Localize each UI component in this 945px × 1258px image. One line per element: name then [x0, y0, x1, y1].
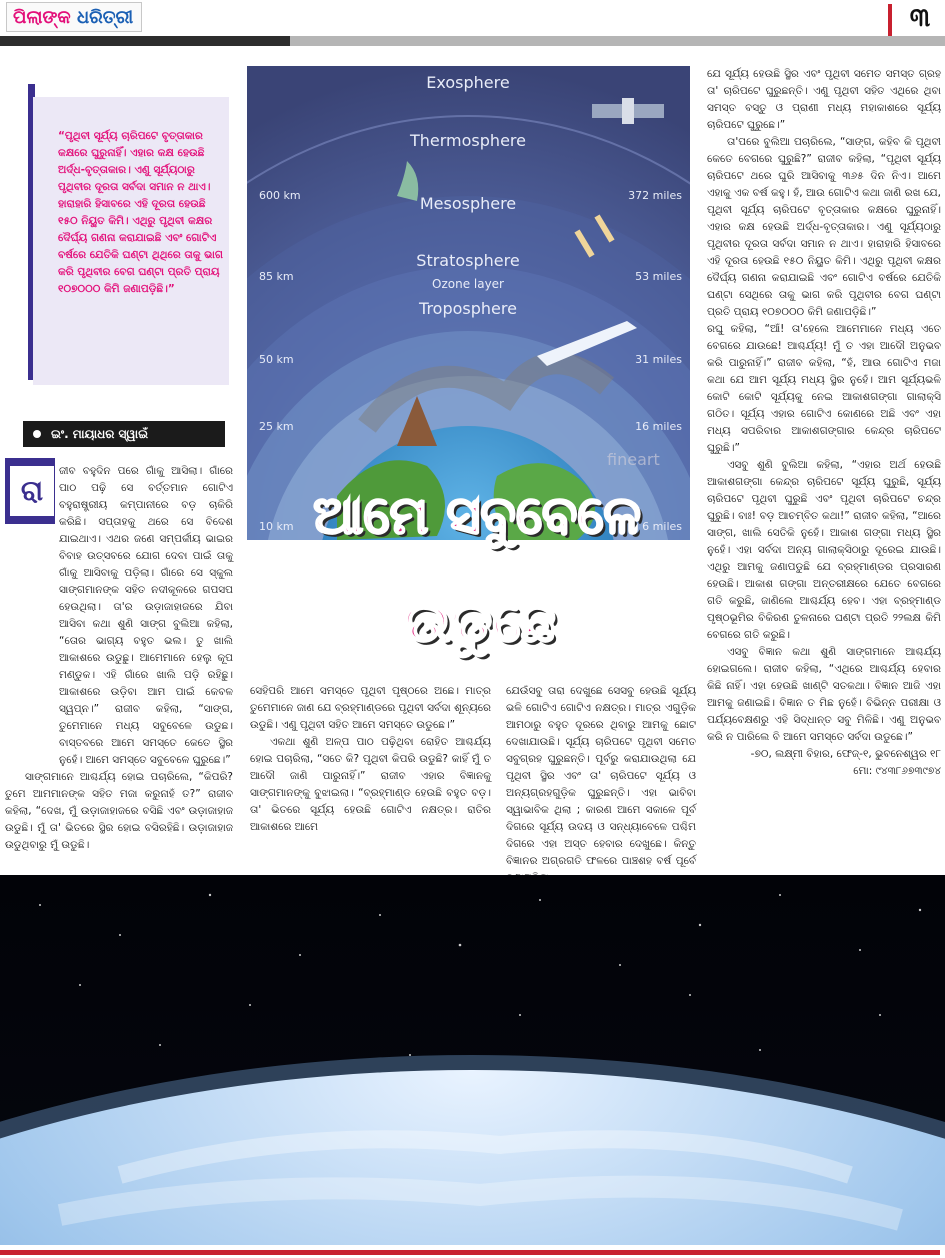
paragraph: ଏସବୁ ବିଜ୍ଞାନ କଥା ଶୁଣି ସାଙ୍ଗମାନେ ଆଶ୍ଚର୍ଯ୍ୟ ହୋଇଗଲେ। ରାଜୀବ କହିଲା, “ଏଥିରେ ଆଶ୍ଚର୍ଯ୍ୟ ହେବାର କିଛି ନାହିଁ। ଏହା ହେଉଛି ଖାଣ୍ଟି ସତକଥା। ବିଜ୍ଞାନ ଆଜି ଏହା ଆମକୁ ଜଣାଇଛି। ବିଜ୍ଞାନ ତ ମିଛ ନୁହେଁ। ବିଭିନ୍ନ ପରୀକ୍ଷା ଓ ପର୍ଯ୍ୟବେକ୍ଷଣରୁ ଏହି ସିଦ୍ଧାନ୍ତ ସବୁ ମିଳିଛି। ଏଣୁ ଅନୁଭବ କରି ନ ପାରିଲେ ବି ଆମେ ସମସ୍ତେ ସର୍ବଦା ଉଡୁଛେ।”: [707, 646, 941, 743]
byline: [23, 421, 225, 447]
paragraph: ସାଙ୍ଗମାନେ ଆଶ୍ଚର୍ଯ୍ୟ ହୋଇ ପଚାରିଲେ, “କିପରି? ତୁମେ ଆମମାନଙ୍କ ସହିତ ମଜା କରୁନାହଁ ତ?” ରାଜୀବ କହିଲା, “ଦେଖ, ମୁଁ ଉଡ଼ାଜାହାଜରେ ବସିଛି ଏବଂ ଉଡ଼ାଜାହାଜ ଉଡୁଛି। ମୁଁ ତା' ଭିତରେ ସ୍ଥିର ହୋଇ ବସିରହିଛି। ଉଡ଼ାଜାହାଜ ଉଡୁଥିବାରୁ ମୁଁ ଉଡୁଛି।: [5, 771, 233, 851]
layer-exosphere: Exosphere: [426, 73, 510, 92]
alt-miles-53: 53 miles: [635, 270, 682, 283]
header-rule-grey: [290, 36, 884, 46]
logo-part2: ଧରିତ୍ରୀ: [76, 7, 134, 28]
article-column-2: [250, 683, 491, 836]
page-number-separator: [888, 4, 892, 36]
layer-ozone: Ozone layer: [432, 277, 504, 291]
layer-troposphere: Troposphere: [419, 299, 517, 318]
author-address: -୭୦, ଲକ୍ଷ୍ମୀ ବିହାର, ଫେଜ୍-୧, ଭୁବନେଶ୍ୱର ୧୮: [750, 748, 941, 760]
alt-miles-31: 31 miles: [635, 353, 682, 366]
paragraph: ଜୀବ ବହୁଦିନ ପରେ ଗାଁକୁ ଆସିଲା। ଗାଁରେ ପାଠ ପଢ଼ି ସେ ବର୍ତ୍ତମାନ ଗୋଟିଏ ବହୁରାଷ୍ଟ୍ରୀୟ କମ୍ପାନୀରେ ବଡ଼ ଚାକିରି କରିଛି। ସପ୍ତାହକୁ ଥରେ ସେ ବିଦେଶ ଯାଇଥାଏ। ଏଥର ଜଣେ ସମ୍ପର୍କୀୟ ଭାଇର ବିବାହ ଉତ୍ସବରେ ଯୋଗ ଦେବା ପାଇଁ ତାକୁ ଗାଁକୁ ଆସିବାକୁ ପଡ଼ିଲା। ଗାଁରେ ସେ ସ୍କୁଲ ସାଙ୍ଗମାନଙ୍କ ସହିତ ନଦୀକୂଳରେ ଗପସପ ହେଉଥିଲା। ତା'ର ଉଡ଼ାଜାହାଜରେ ଯିବା ଆସିବା କଥା ଶୁଣି ସାଙ୍ଗ ବୁଲିଆ କହିଲା, “ତୋର ଭାଗ୍ୟ ବହୁତ ଭଲ। ତୁ ଖାଲି ଆକାଶରେ ଉଡୁଛୁ। ଆମେମାନେ ହେଲୁ କୂପ ମଣ୍ଡୁକ। ଏହି ଗାଁରେ ଖାଲି ପଡ଼ି ରହିଛୁ। ଆକାଶରେ ଉଡ଼ିବା ଆମ ପାଇଁ କେବଳ ସ୍ୱପ୍ନ।” ରାଜୀବ କହିଲା, “ସାଙ୍ଗ, ତୁମେମାନେ ମଧ୍ୟ ସବୁବେଳେ ଉଡୁଛ। ବାସ୍ତବରେ ଆମେ ସମସ୍ତେ କେତେ ସ୍ଥିର ନୁହେଁ। ଆମେ ସମସ୍ତେ ସବୁବେଳେ ଘୁରୁଛେ।”: [59, 465, 233, 766]
pullquote-text: “ପୃଥିବୀ ସୂର୍ଯ୍ୟ ଚାରିପଟେ ବୃତ୍ତାକାର କକ୍ଷରେ ଘୁରୁନାହିଁ। ଏହାର କକ୍ଷ ହେଉଛି ଅର୍ଦ୍ଧ-ବୃତ୍ତାକାର। ଏଣୁ ସୂର୍ଯ୍ୟଠାରୁ ପୃଥିବୀର ଦୂରତା ସର୍ବଦା ସମାନ ନ ଥାଏ। ହାରାହାରି ହିସାବରେ ଏହି ଦୂରତା ହେଉଛି ୧୫୦ ନିୟୁତ କିମି। ଏଥିରୁ ପୃଥିବୀ କକ୍ଷର ଦୈର୍ଘ୍ୟ ଗଣନା କରାଯାଇଛି ଏବଂ ଗୋଟିଏ ବର୍ଷରେ ଯେତିକି ଘଣ୍ଟା ଥିଥିରେ ତାକୁ ଭାଗ କରି ପୃଥିବୀର ବେଗ ଘଣ୍ଟା ପ୍ରତି ପ୍ରାୟ ୧୦୭୦୦୦ କିମି ଜଣାପଡ଼ିଛି।”: [58, 130, 223, 295]
header-rule-grey-right: [884, 36, 945, 46]
layer-thermosphere: Thermosphere: [410, 131, 526, 150]
article-column-4: [707, 66, 941, 780]
paragraph: ସେହିପରି ଆମେ ସମସ୍ତେ ପୃଥିବୀ ପୃଷ୍ଠରେ ଅଛେ। ମାତ୍ର ତୁମେମାନେ ଜାଣ ଯେ ବ୍ରହ୍ମାଣ୍ଡରେ ପୃଥିବୀ ସର୍ବଦା ଶୂନ୍ୟରେ ଉଡୁଛି। ଏଣୁ ପୃଥିବୀ ସହିତ ଆମେ ସମସ୍ତେ ଉଡୁଛେ।”: [250, 685, 491, 731]
section-logo: [6, 2, 142, 32]
page-header: [0, 0, 945, 48]
article-column-3: [506, 683, 696, 887]
alt-miles-6: 6 miles: [642, 520, 682, 533]
alt-miles-372: 372 miles: [628, 189, 682, 202]
paragraph: ଏସବୁ ଶୁଣି ବୁଲିଆ କହିଲା, “ଏହାର ଅର୍ଥ ହେଉଛି ଆକାଶଗଙ୍ଗା କେନ୍ଦ୍ର ଚାରିପଟେ ସୂର୍ଯ୍ୟ ଘୁରୁଛି, ସୂର୍ଯ୍ୟ ଚାରିପଟେ ପୃଥିବୀ ଘୁରୁଛି ଏବଂ ପୃଥିବୀ ଚାରିପଟେ ଚନ୍ଦ୍ର ଘୁରୁଛି। ବାଃ! ବଡ଼ ଆଚମ୍ବିତ କଥା!” ରାଜୀବ କହିଲା, “ଆରେ ସାଙ୍ଗ, ଖାଲି ସେତିକି ନୁହେଁ। ଆକାଶ ଗଙ୍ଗା ମଧ୍ୟ ସ୍ଥିର ନୁହେଁ। ଏହା ସର୍ବଦା ଅନ୍ୟ ଗାଲାକ୍ସିଠାରୁ ଦୂରେଇ ଯାଉଛି। ଏଥିରୁ ଆମକୁ ଜଣାପଡୁଛି ଯେ ବ୍ରହ୍ମାଣ୍ଡର ପ୍ରସାରଣ ହେଉଛି। ଆକାଶ ଗଙ୍ଗା ଅନ୍ତରୀକ୍ଷରେ ଯେତେ ବେଗରେ ଗତି କରୁଛି, ଜାଣିଲେ ଆଶ୍ଚର୍ଯ୍ୟ ହେବ। ଏହା ବ୍ରହ୍ମାଣ୍ଡ ପୃଷ୍ଠଭୂମିର ବିକିରଣ ତୁଳନାରେ ଘଣ୍ଟା ପ୍ରତି ୨୨ଲକ୍ଷ କିମି ବେଗରେ ଗତି କରୁଛି।: [707, 459, 941, 641]
paragraph: ରଘୁ କହିଲା, “ଆଁ! ତା'ହେଲେ ଆମେମାନେ ମଧ୍ୟ ଏତେ ବେଗରେ ଯାଉଛେ! ଆଶ୍ଚର୍ଯ୍ୟ! ମୁଁ ତ ଏହା ଆଦୌ ଅନୁଭବ କରି ପାରୁନାହିଁ।” ରାଜୀବ କହିଲା, “ହଁ, ଆଉ ଗୋଟିଏ ମଜା କଥା ଯେ ଆମ ସୂର୍ଯ୍ୟ ମଧ୍ୟ ସ୍ଥିର ନୁହେଁ। ଆମ ସୂର୍ଯ୍ୟଭଳି କୋଟି କୋଟି ସୂର୍ଯ୍ୟକୁ ନେଇ ଆକାଶଗଙ୍ଗା ଗାଲାକ୍ସି ଗଠିତ। ସୂର୍ଯ୍ୟ ଏହାର ଗୋଟିଏ କୋଣରେ ଅଛି ଏବଂ ଏହା ମଧ୍ୟ ସପରିବାର ଆକାଶଗଙ୍ଗାର କେନ୍ଦ୍ର ଚାରିପଟେ ଘୁରୁଛି।”: [707, 323, 941, 454]
earth-horizon-illustration: [0, 875, 945, 1245]
alt-km-50: 50 km: [259, 353, 294, 366]
footer-rule: [0, 1250, 940, 1255]
header-rule-dark: [0, 36, 290, 46]
alt-km-600: 600 km: [259, 189, 301, 202]
image-watermark: fineart: [607, 450, 660, 469]
paragraph: ଯେଉଁସବୁ ତାରା ଦେଖୁଛେ ସେସବୁ ହେଉଛି ସୂର୍ଯ୍ୟ ଭଳି ଗୋଟିଏ ଗୋଟିଏ ନକ୍ଷତ୍ର। ମାତ୍ର ଏଗୁଡ଼ିକ ଆମଠାରୁ ବହୁତ ଦୂରରେ ଥିବାରୁ ଆମକୁ ଛୋଟ ଦେଖାଯାଉଛି। ସୂର୍ଯ୍ୟ ଚାରିପଟେ ପୃଥିବୀ ସମେତ ସବୁଗ୍ରହ ଘୁରୁଛନ୍ତି। ପୂର୍ବରୁ କରାଯାଉଥିଲା ଯେ ପୃଥିବୀ ସ୍ଥିର ଏବଂ ତା' ଚାରିପଟେ ସୂର୍ଯ୍ୟ ଓ ଅନ୍ୟଗ୍ରହଗୁଡ଼ିକ ଘୁରୁଛନ୍ତି। ଏହା ଭାବିବା ସ୍ୱାଭାବିକ ଥିଲା ; କାରଣ ଆମେ ସକାଳେ ପୂର୍ବ ଦିଗରେ ସୂର୍ଯ୍ୟ ଉଦୟ ଓ ସନ୍ଧ୍ୟାବେଳେ ପଶ୍ଚିମ ଦିଗରେ ଏହା ଅସ୍ତ ହେବାର ଦେଖୁଛେ। କିନ୍ତୁ ବିଜ୍ଞାନର ଅଗ୍ରଗତି ଫଳରେ ପାଞ୍ଚଶହ ବର୍ଷ ପୂର୍ବେ: [506, 685, 696, 867]
headline-line2: ଉଡୁଛେ: [404, 590, 556, 655]
bullet-icon: [33, 430, 41, 438]
earth-from-space-image: [0, 875, 945, 1245]
author-phone: ମୋ: ୯୪୩୮୬୭୩୯୭୪: [853, 765, 941, 777]
alt-km-85: 85 km: [259, 270, 294, 283]
layer-mesosphere: Mesosphere: [419, 194, 517, 213]
paragraph: ତା'ପରେ ବୁଲିଆ ପଚାରିଲେ, “ସାଙ୍ଗ, କହିବ କି ପୃଥିବୀ କେତେ ବେଗରେ ଘୁରୁଛି?” ରାଜୀବ କହିଲା, “ପୃଥିବୀ ସୂର୍ଯ୍ୟ ଚାରିପଟେ ଥରେ ଘୁରି ଆସିବାକୁ ୩୬୫ ଦିନ ନିଏ। ଆମେ ଏହାକୁ ଏକ ବର୍ଷ କହୁ। ହଁ, ଆଉ ଗୋଟିଏ କଥା ଜାଣି ରଖ ଯେ, ପୃଥିବୀ ସୂର୍ଯ୍ୟ ଚାରିପଟେ ବୃତ୍ତାକାର କକ୍ଷରେ ଘୁରୁନାହିଁ। ଏହାର କକ୍ଷ ହେଉଛି ଅର୍ଦ୍ଧ-ବୃତ୍ତାକାର। ଏଣୁ ସୂର୍ଯ୍ୟଠାରୁ ପୃଥିବୀର ଦୂରତା ସର୍ବଦା ସମାନ ନ ଥାଏ। ହାରାହାରି ହିସାବରେ ଏହି ଦୂରତା ହେଉଛି ୧୫୦ ନିୟୁତ କିମି। ଏଥିରୁ ପୃଥିବୀ କକ୍ଷର ଦୈର୍ଘ୍ୟ ଗଣନା କରାଯାଇଛି ଏବଂ ଗୋଟିଏ ବର୍ଷରେ ଯେତିକି ଘଣ୍ଟା ସେଥିରେ ତାକୁ ଭାଗ କରି ପୃଥିବୀର ବେଗ ଘଣ୍ଟା ପ୍ରତି ପ୍ରାୟ ୧୦୭୦୦୦ କିମି ଜଣାପଡ଼ିଛି।”: [707, 136, 941, 318]
alt-km-25: 25 km: [259, 420, 294, 433]
alt-miles-16: 16 miles: [635, 420, 682, 433]
paragraph: ଏକଥା ଶୁଣି ଅଳ୍ପ ପାଠ ପଢ଼ିଥିବା ରୋହିତ ଆଶ୍ଚର୍ଯ୍ୟ ହୋଇ ପଚାରିଲା, “ସତେ କି? ପୃଥିବୀ କିପରି ଉଡୁଛି? କାହିଁ ମୁଁ ତ ଆଦୌ ଜାଣି ପାରୁନାହିଁ।” ରାଜୀବ ଏହାର ବିଜ୍ଞାନକୁ ସାଙ୍ଗମାନଙ୍କୁ ବୁଝାଇଲା। “ବ୍ରହ୍ମାଣ୍ଡ ହେଉଛି ବହୁତ ବଡ଼। ତା' ଭିତରେ ସୂର୍ଯ୍ୟ ହେଉଛି ଗୋଟିଏ ନକ୍ଷତ୍ର। ରାତିର ଆକାଶରେ ଆମେ: [250, 736, 491, 833]
headline-line1: ଆମେ ସବୁବେଳେ: [313, 486, 641, 546]
paragraph: ଯେ ସୂର୍ଯ୍ୟ ହେଉଛି ସ୍ଥିର ଏବଂ ପୃଥିବୀ ସମେତ ସମସ୍ତ ଗ୍ରହ ତା' ଚାରିପଟେ ଘୁରୁଛନ୍ତି। ଏଣୁ ପୃଥିବୀ ସହିତ ଏଥିରେ ଥିବା ସମସ୍ତ ବସ୍ତୁ ଓ ପ୍ରାଣୀ ମଧ୍ୟ ମହାକାଶରେ ସୂର୍ଯ୍ୟ ଚାରିପଟେ ଘୁରୁଛେ।”: [707, 68, 941, 131]
layer-stratosphere: Stratosphere: [416, 251, 520, 270]
page-number: ୩: [909, 3, 931, 33]
alt-km-10: 10 km: [259, 520, 294, 533]
article-column-1: [5, 463, 233, 854]
dropcap-letter: ରା: [10, 466, 54, 516]
author-name: ଇଂ. ମାୟାଧର ସ୍ୱାଇଁ: [51, 427, 149, 441]
logo-part1: ପିଲାଙ୍କ: [13, 7, 71, 28]
